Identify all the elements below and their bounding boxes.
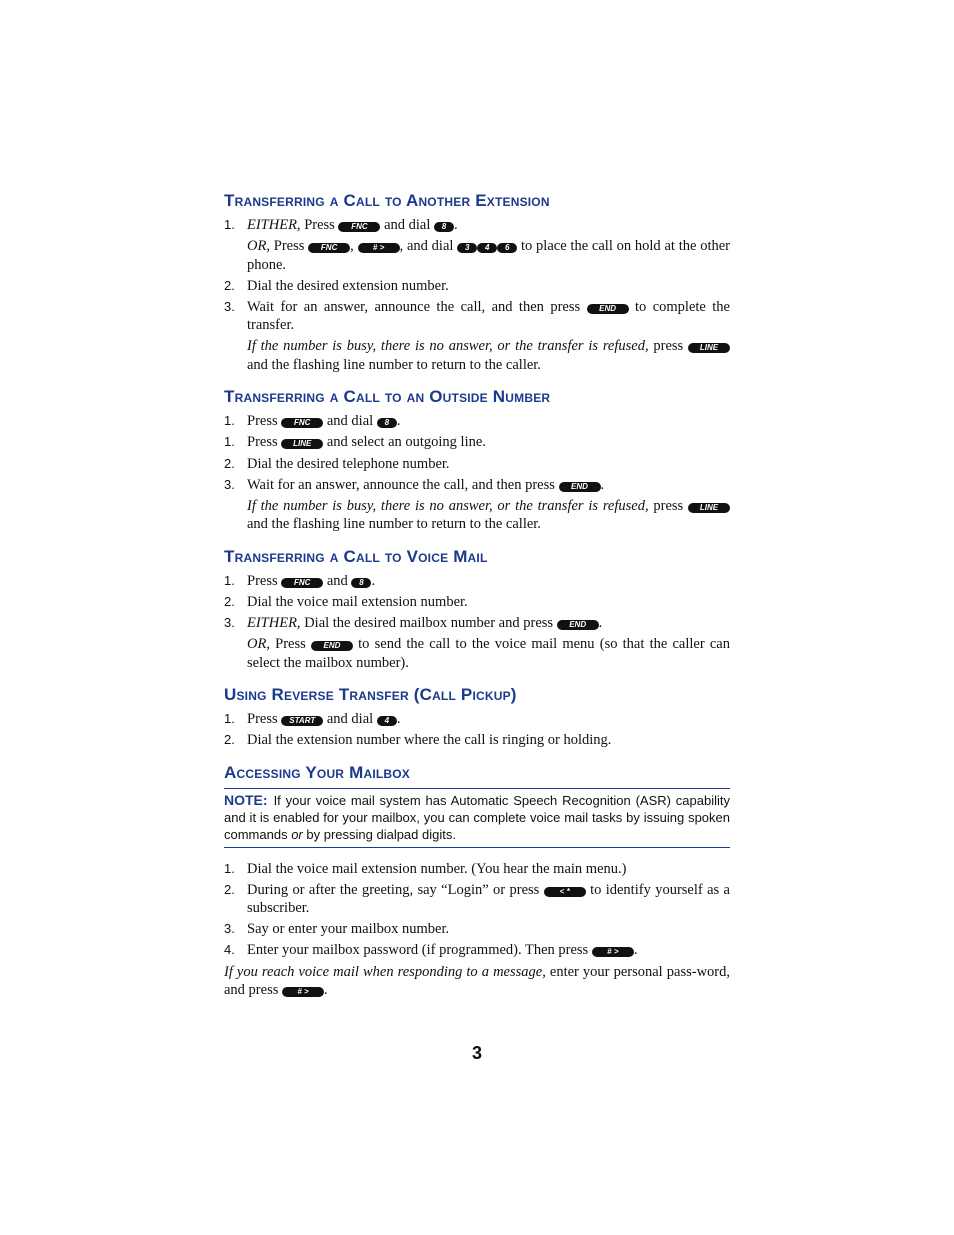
step-text: Press [300,217,339,233]
hash-key-icon: # > [282,987,324,997]
list-item-continuation [224,497,730,534]
section-transfer-outside [224,386,730,533]
line-key-icon: LINE [688,343,730,353]
digit-8-key-icon: 8 [434,222,454,232]
section-reverse-transfer [224,684,730,750]
step-text: Wait for an answer, announce the call, and then press [247,476,559,493]
step-text: to complete the transfer. [247,298,730,334]
step-text: . [396,711,401,728]
line-key-icon: LINE [281,439,323,449]
section-transfer-voicemail [224,546,730,672]
step-number: 2. [224,881,235,897]
paragraph-text: . [324,982,328,998]
step-text: press [648,338,688,355]
step-text: If the number is busy, there is no answer, or the transfer is refused, [247,497,649,514]
step-number: 1. [224,860,235,876]
step-text: . [396,413,401,430]
step-text: , and dial [399,238,458,255]
step-text: press [648,497,688,514]
step-text: and dial [380,217,434,233]
step-text: to place the call on hold at the other phone. [247,238,730,273]
step-number: 1. [224,711,235,727]
step-number: 2. [224,277,235,293]
step-number: 3. [224,614,235,630]
step-text: Press [269,636,311,653]
step-text: Press [269,238,309,255]
fnc-key-icon: FNC [308,243,350,253]
note-text: by pressing dialpad digits. [302,826,456,842]
step-text: OR, [247,636,270,653]
digit-8-key-icon: 8 [351,578,371,588]
step-text: . [371,572,376,589]
list-item [224,216,730,235]
page-number: 3 [471,1043,482,1063]
step-text: Press [247,711,282,728]
list-item [224,941,730,960]
step-text: . [633,942,638,959]
step-text: Dial the desired extension number. [247,277,449,294]
step-text: , [350,238,358,255]
paragraph-text: If you reach voice mail when responding to a message, [224,963,546,980]
step-text: EITHER, [247,217,301,233]
end-key-icon: END [559,482,601,492]
list-item [224,614,730,633]
document-page [224,190,730,1063]
step-text: . [454,217,458,233]
digit-6-key-icon: 6 [497,243,517,253]
step-text: and dial [323,711,377,728]
fnc-key-icon: FNC [281,578,323,588]
digit-8-key-icon: 8 [377,418,397,428]
step-text: Dial the desired mailbox number and press [300,614,557,631]
line-key-icon: LINE [688,503,730,513]
step-text: Wait for an answer, announce the call, and then press [247,298,587,315]
start-key-icon: START [281,716,323,726]
section-title: Accessing Your Mailbox [224,762,410,782]
step-text: to identify yourself as a subscriber. [247,881,730,917]
step-number: 1. [224,413,235,429]
step-number: 3. [224,298,235,314]
step-number: 1. [224,217,235,232]
step-text: EITHER, [247,614,301,631]
paragraph-text: enter your personal pass-word, and press [224,963,730,998]
step-text: OR, [247,238,270,255]
step-text: Enter your mailbox password (if programmed). Then press [247,942,592,959]
list-item-continuation [224,237,730,274]
closing-paragraph [224,963,730,1000]
step-text: Dial the extension number where the call is ringing or holding. [247,732,612,749]
step-text: Dial the desired telephone number. [247,455,450,472]
step-text: and dial [323,413,377,430]
section-title: Transferring a Call to Voice Mail [224,546,488,566]
note-text: If your voice mail system has Automatic Speech Recognition (ASR) capability and it is enabled for your mailbox, you can complete voice mail tasks by issuing spoken commands [224,792,730,842]
end-key-icon: END [557,620,599,630]
list-item [224,920,730,939]
step-text: During or after the greeting, say “Login” or press [247,881,544,898]
section-transfer-extension [224,190,730,374]
end-key-icon: END [587,304,629,314]
note-box [224,788,730,848]
step-text: Press [247,413,282,430]
star-key-icon: < * [544,887,586,897]
step-number: 3. [224,921,235,937]
step-text: Dial the voice mail extension number. [247,593,468,610]
step-text: . [600,476,605,493]
step-number: 4. [224,942,235,958]
list-item [224,860,730,879]
section-accessing-mailbox [224,762,730,1000]
step-text: If the number is busy, there is no answer, or the transfer is refused, [247,338,649,355]
digit-3-key-icon: 3 [457,243,477,253]
hash-key-icon: # > [358,243,400,253]
list-item [224,433,730,452]
section-title: Using Reverse Transfer (Call Pickup) [224,685,517,705]
step-number: 2. [224,593,235,609]
list-item [224,731,730,750]
list-item [224,572,730,591]
step-text: and the flashing line number to return to the caller. [247,516,541,533]
step-text: and [323,572,352,589]
step-number: 3. [224,476,235,492]
step-text: Press [247,434,282,451]
list-item-continuation [224,635,730,672]
step-text: and the flashing line number to return to the caller. [247,356,541,373]
list-item [224,476,730,495]
note-text: or [291,826,303,842]
note-label: NOTE: [224,791,268,808]
list-item [224,455,730,474]
step-number: 1. [224,572,235,588]
step-number: 2. [224,455,235,471]
list-item-continuation [224,337,730,374]
step-text: . [598,614,603,631]
step-text: Press [247,572,282,589]
step-text: to send the call to the voice mail menu (so that the caller can select the mailbox number). [247,636,730,671]
hash-key-icon: # > [592,947,634,957]
step-text: Dial the voice mail extension number. (You hear the main menu.) [247,860,627,877]
end-key-icon: END [311,641,353,651]
step-number: 1. [224,434,235,450]
step-text: and select an outgoing line. [323,434,486,451]
section-title: Transferring a Call to an Outside Number [224,387,551,407]
list-item [224,593,730,612]
list-item [224,881,730,918]
step-number: 2. [224,732,235,748]
list-item [224,710,730,729]
step-text: Say or enter your mailbox number. [247,921,450,938]
digit-4-key-icon: 4 [477,243,497,253]
fnc-key-icon: FNC [281,418,323,428]
digit-4-key-icon: 4 [377,716,397,726]
list-item [224,277,730,296]
list-item [224,298,730,335]
list-item [224,412,730,431]
section-title: Transferring a Call to Another Extension [224,191,550,210]
fnc-key-icon: FNC [338,222,380,232]
